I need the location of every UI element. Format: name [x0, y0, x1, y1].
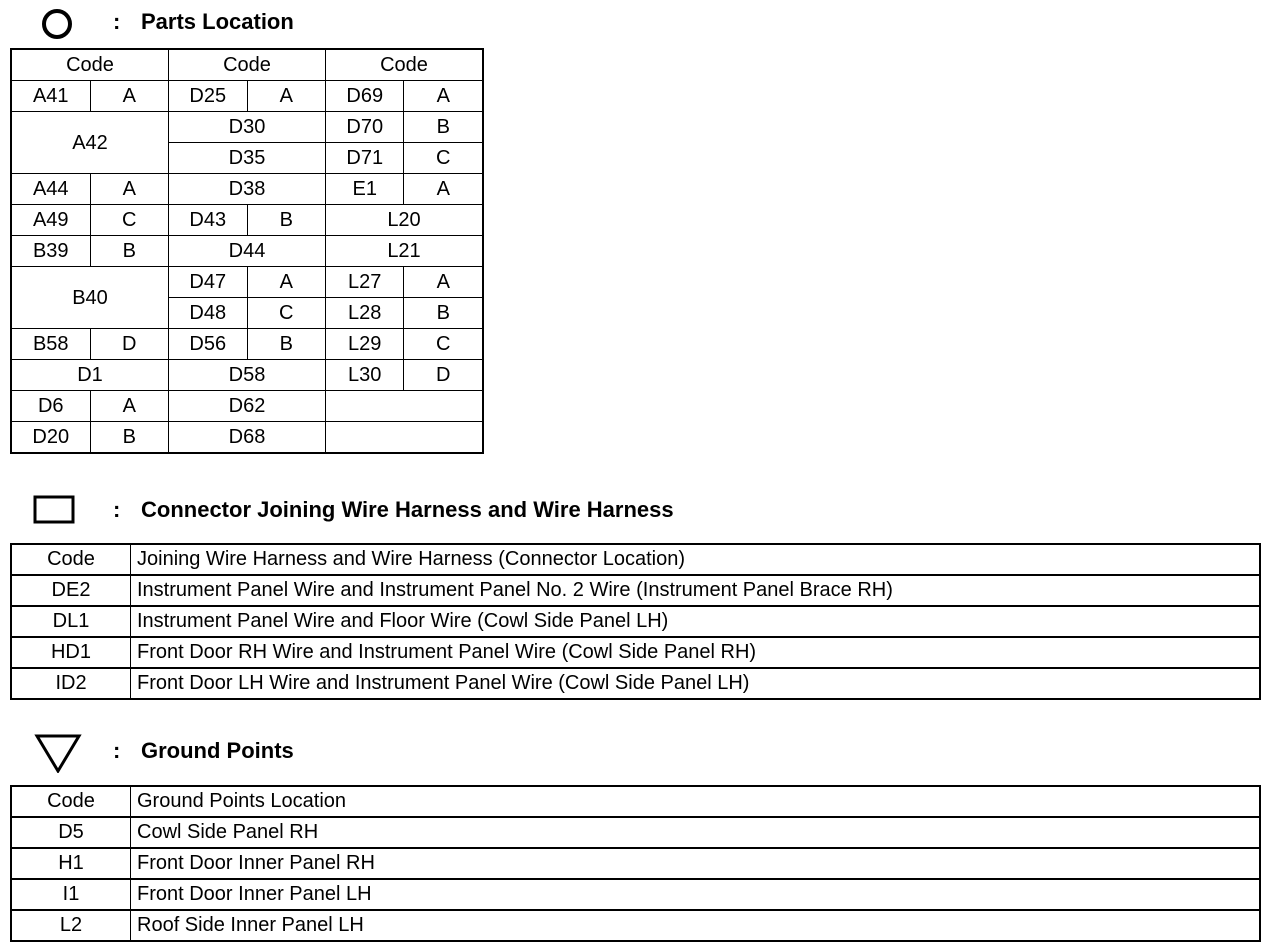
table-row: [11, 329, 483, 360]
connector-joining-table: [10, 543, 1261, 700]
table-cell: D58: [169, 360, 326, 391]
table-row: [11, 205, 483, 236]
triangle-down-icon: [34, 733, 82, 773]
table-cell-description: Front Door LH Wire and Instrument Panel Wire (Cowl Side Panel LH): [131, 668, 1261, 699]
parts-location-colon: :: [113, 9, 121, 34]
ground-points-title: Ground Points: [141, 738, 294, 763]
table-cell: A: [90, 174, 169, 205]
column-header: Code: [11, 49, 169, 81]
table-row: [11, 49, 483, 81]
table-cell: D69: [326, 81, 404, 112]
table-row: [11, 879, 1260, 910]
table-row: [11, 848, 1260, 879]
table-cell-code: L2: [11, 910, 131, 941]
column-header-code: Code: [11, 544, 131, 575]
table-cell: C: [247, 298, 326, 329]
table-cell: D68: [169, 422, 326, 454]
table-cell: D35: [169, 143, 326, 174]
table-cell: D56: [169, 329, 248, 360]
connector-joining-colon: :: [113, 497, 121, 522]
table-cell: L29: [326, 329, 404, 360]
empty-cell: [326, 422, 484, 454]
table-cell: B: [90, 236, 169, 267]
table-cell: D25: [169, 81, 248, 112]
table-cell: A: [90, 391, 169, 422]
table-cell: B: [90, 422, 169, 454]
table-cell-description: Front Door Inner Panel LH: [131, 879, 1261, 910]
column-header-description: Joining Wire Harness and Wire Harness (Connector Location): [131, 544, 1261, 575]
square-icon: [33, 495, 75, 525]
table-cell: D71: [326, 143, 404, 174]
table-row: [11, 637, 1260, 668]
connector-joining-header: [0, 492, 900, 528]
table-cell: E1: [326, 174, 404, 205]
table-cell: A: [247, 81, 326, 112]
table-cell: C: [90, 205, 169, 236]
table-cell-code: HD1: [11, 637, 131, 668]
table-cell: B: [247, 205, 326, 236]
table-cell: D44: [169, 236, 326, 267]
table-row: [11, 668, 1260, 699]
table-cell-code: I1: [11, 879, 131, 910]
table-cell-code: DL1: [11, 606, 131, 637]
circle-icon: [40, 7, 74, 41]
table-cell: D48: [169, 298, 248, 329]
parts-location-header: [0, 4, 600, 40]
table-cell-description: Instrument Panel Wire and Floor Wire (Cowl Side Panel LH): [131, 606, 1261, 637]
table-cell: A: [404, 174, 483, 205]
table-cell: A42: [11, 112, 169, 174]
table-cell-code: H1: [11, 848, 131, 879]
table-cell-description: Cowl Side Panel RH: [131, 817, 1261, 848]
empty-cell: [326, 391, 484, 422]
table-cell: A: [404, 81, 483, 112]
table-cell-description: Front Door Inner Panel RH: [131, 848, 1261, 879]
table-cell: A41: [11, 81, 90, 112]
table-row: [11, 236, 483, 267]
ground-points-table: [10, 785, 1261, 942]
table-cell: C: [404, 143, 483, 174]
table-row: [11, 817, 1260, 848]
table-cell: D70: [326, 112, 404, 143]
table-cell-code: DE2: [11, 575, 131, 606]
table-cell-description: Front Door RH Wire and Instrument Panel Wire (Cowl Side Panel RH): [131, 637, 1261, 668]
table-cell: B39: [11, 236, 90, 267]
ground-points-header: [0, 733, 600, 769]
table-cell: A44: [11, 174, 90, 205]
table-cell: B: [404, 112, 483, 143]
table-cell: D: [90, 329, 169, 360]
table-row: [11, 910, 1260, 941]
table-cell: L28: [326, 298, 404, 329]
table-cell: D62: [169, 391, 326, 422]
table-row: [11, 360, 483, 391]
table-cell: D38: [169, 174, 326, 205]
table-cell: L30: [326, 360, 404, 391]
table-row: [11, 606, 1260, 637]
column-header-code: Code: [11, 786, 131, 817]
table-cell-code: D5: [11, 817, 131, 848]
table-header-row: [11, 544, 1260, 575]
table-cell-description: Roof Side Inner Panel LH: [131, 910, 1261, 941]
table-row: [11, 81, 483, 112]
ground-points-colon: :: [113, 738, 121, 763]
column-header: Code: [169, 49, 326, 81]
parts-location-table: [10, 48, 484, 454]
parts-location-title: Parts Location: [141, 9, 294, 34]
table-row: [11, 575, 1260, 606]
table-cell: A49: [11, 205, 90, 236]
table-cell: D1: [11, 360, 169, 391]
table-cell: B: [404, 298, 483, 329]
table-cell-description: Instrument Panel Wire and Instrument Panel No. 2 Wire (Instrument Panel Brace RH): [131, 575, 1261, 606]
table-cell: A: [247, 267, 326, 298]
table-row: [11, 112, 483, 143]
table-cell: D6: [11, 391, 90, 422]
table-cell: D20: [11, 422, 90, 454]
table-row: [11, 174, 483, 205]
table-cell: L20: [326, 205, 484, 236]
table-cell: D43: [169, 205, 248, 236]
column-header-description: Ground Points Location: [131, 786, 1261, 817]
table-cell-code: ID2: [11, 668, 131, 699]
table-row: [11, 267, 483, 298]
column-header: Code: [326, 49, 484, 81]
table-row: [11, 422, 483, 454]
table-cell: A: [404, 267, 483, 298]
table-cell: C: [404, 329, 483, 360]
table-cell: D: [404, 360, 483, 391]
table-cell: B40: [11, 267, 169, 329]
table-cell: B: [247, 329, 326, 360]
table-cell: L27: [326, 267, 404, 298]
table-cell: D30: [169, 112, 326, 143]
table-row: [11, 391, 483, 422]
table-cell: A: [90, 81, 169, 112]
table-cell: L21: [326, 236, 484, 267]
connector-joining-title: Connector Joining Wire Harness and Wire Harness: [141, 497, 674, 522]
table-cell: D47: [169, 267, 248, 298]
table-header-row: [11, 786, 1260, 817]
table-cell: B58: [11, 329, 90, 360]
